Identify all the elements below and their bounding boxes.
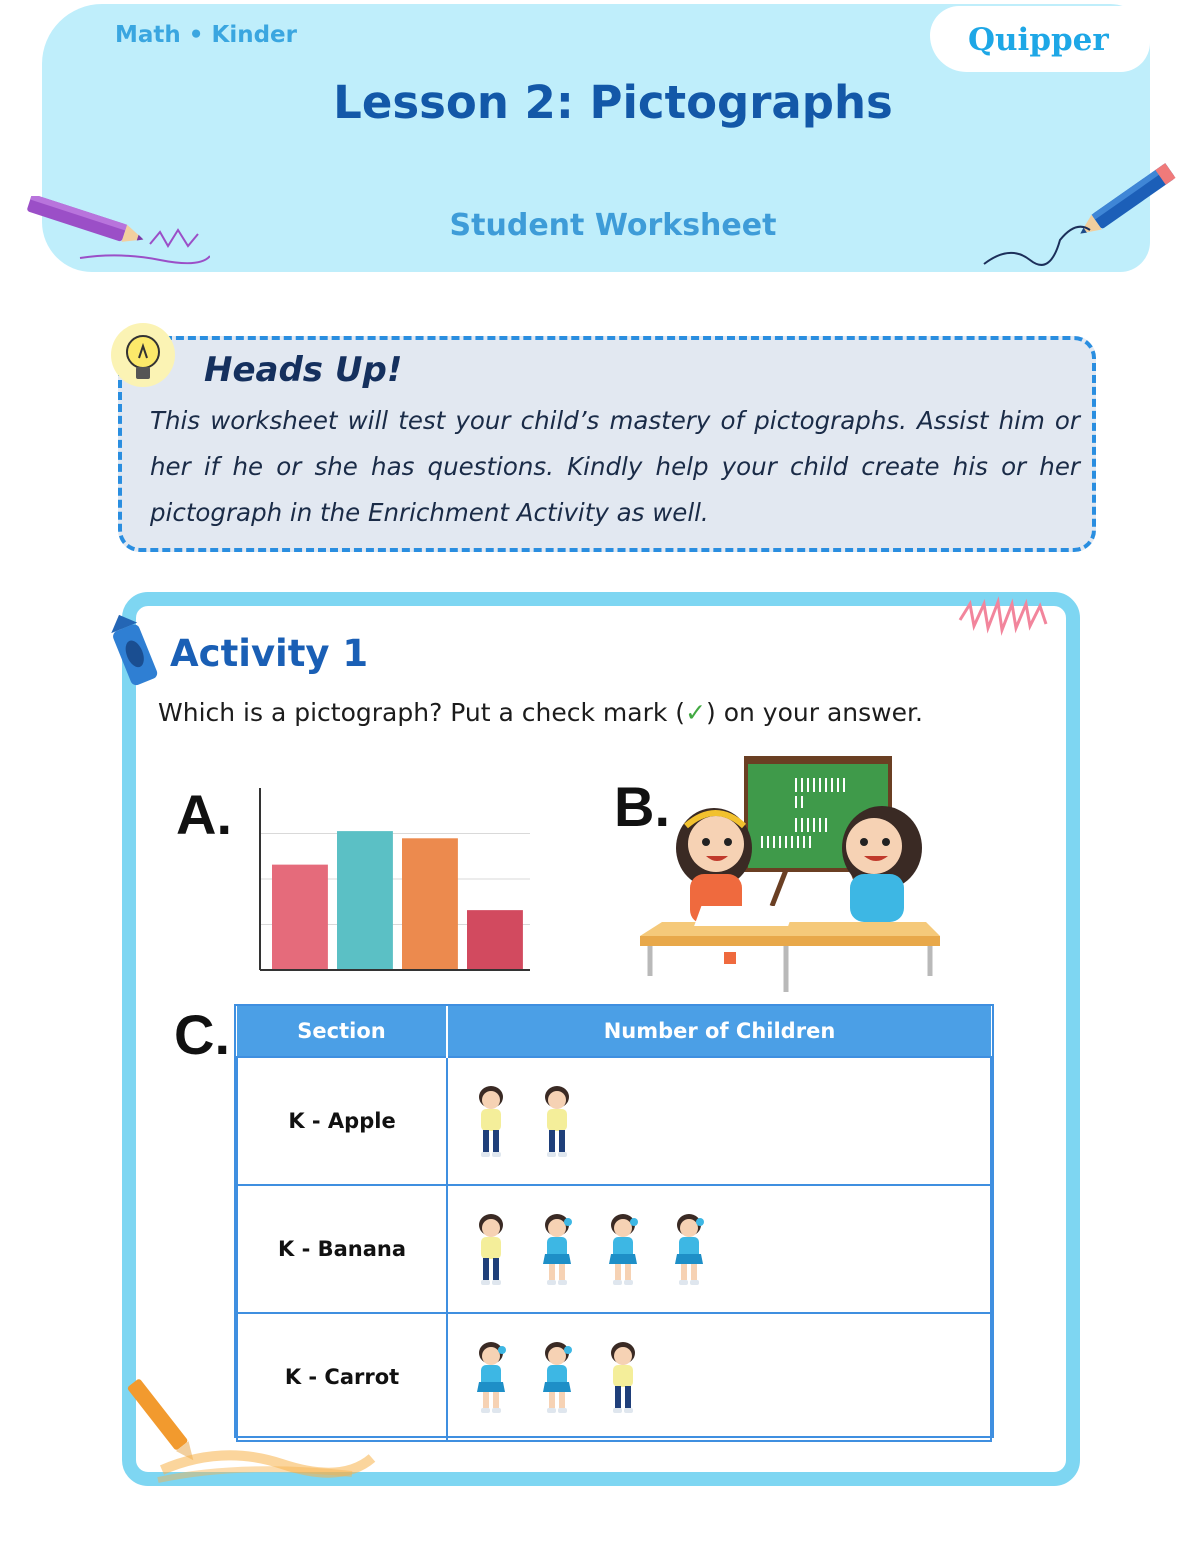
option-a-bar-chart[interactable] xyxy=(256,786,532,974)
children-cell xyxy=(447,1057,991,1185)
page-subtitle: Student Worksheet xyxy=(449,208,777,243)
girl-icon xyxy=(537,1212,577,1286)
boy-icon xyxy=(471,1212,511,1286)
brand-logo: Quipper xyxy=(968,22,1109,58)
girl-icon xyxy=(471,1340,511,1414)
children-icons xyxy=(449,1212,989,1286)
table-header-children: Number of Children xyxy=(447,1006,991,1057)
girl-icon xyxy=(603,1212,643,1286)
activity-title: Activity 1 xyxy=(170,632,369,675)
table-row xyxy=(237,1313,991,1441)
table-row xyxy=(237,1185,991,1313)
blue-pencil-icon xyxy=(980,160,1180,272)
instruction-text-start: Which is a pictograph? Put a check mark ( xyxy=(158,698,686,727)
girl-icon xyxy=(669,1212,709,1286)
children-cell xyxy=(447,1313,991,1441)
boy-icon xyxy=(537,1084,577,1158)
chart-bar xyxy=(402,838,458,970)
option-c-pictograph-table[interactable] xyxy=(234,1004,994,1438)
option-b-label[interactable]: B. xyxy=(614,775,670,838)
table-row xyxy=(237,1057,991,1185)
children-icons xyxy=(449,1340,989,1414)
option-a-label[interactable]: A. xyxy=(176,783,232,846)
option-b-illustration[interactable] xyxy=(636,756,944,996)
heads-up-title: Heads Up! xyxy=(204,350,403,390)
check-mark-icon: ✓ xyxy=(685,698,707,727)
crayon-icon xyxy=(104,612,164,694)
boy-icon xyxy=(471,1084,511,1158)
girl-right xyxy=(842,806,922,922)
lightbulb-icon xyxy=(108,322,178,392)
section-cell: K - Carrot xyxy=(237,1313,447,1441)
section-cell: K - Apple xyxy=(237,1057,447,1185)
chart-bar xyxy=(272,865,328,970)
children-icons xyxy=(449,1084,989,1158)
chart-bar xyxy=(337,831,393,970)
subject-label: Math • Kinder xyxy=(115,22,297,48)
activity-instruction xyxy=(158,698,923,727)
option-c-label[interactable]: C. xyxy=(174,1003,230,1066)
heads-up-text: This worksheet will test your child’s mastery of pictographs. Assist him or her if he or she has questions. Kindly help your child create his or her pictograph in the Enrichment Activity as well. xyxy=(150,406,1080,527)
scribble-icon xyxy=(954,596,1054,640)
instruction-text-end: ) on your answer. xyxy=(706,698,923,727)
children-cell xyxy=(447,1185,991,1313)
page-title: Lesson 2: Pictographs xyxy=(333,76,893,129)
purple-pencil-icon xyxy=(20,196,210,276)
section-cell: K - Banana xyxy=(237,1185,447,1313)
boy-icon xyxy=(603,1340,643,1414)
table-header-section: Section xyxy=(237,1006,447,1057)
girl-icon xyxy=(537,1340,577,1414)
chart-bar xyxy=(467,910,523,970)
